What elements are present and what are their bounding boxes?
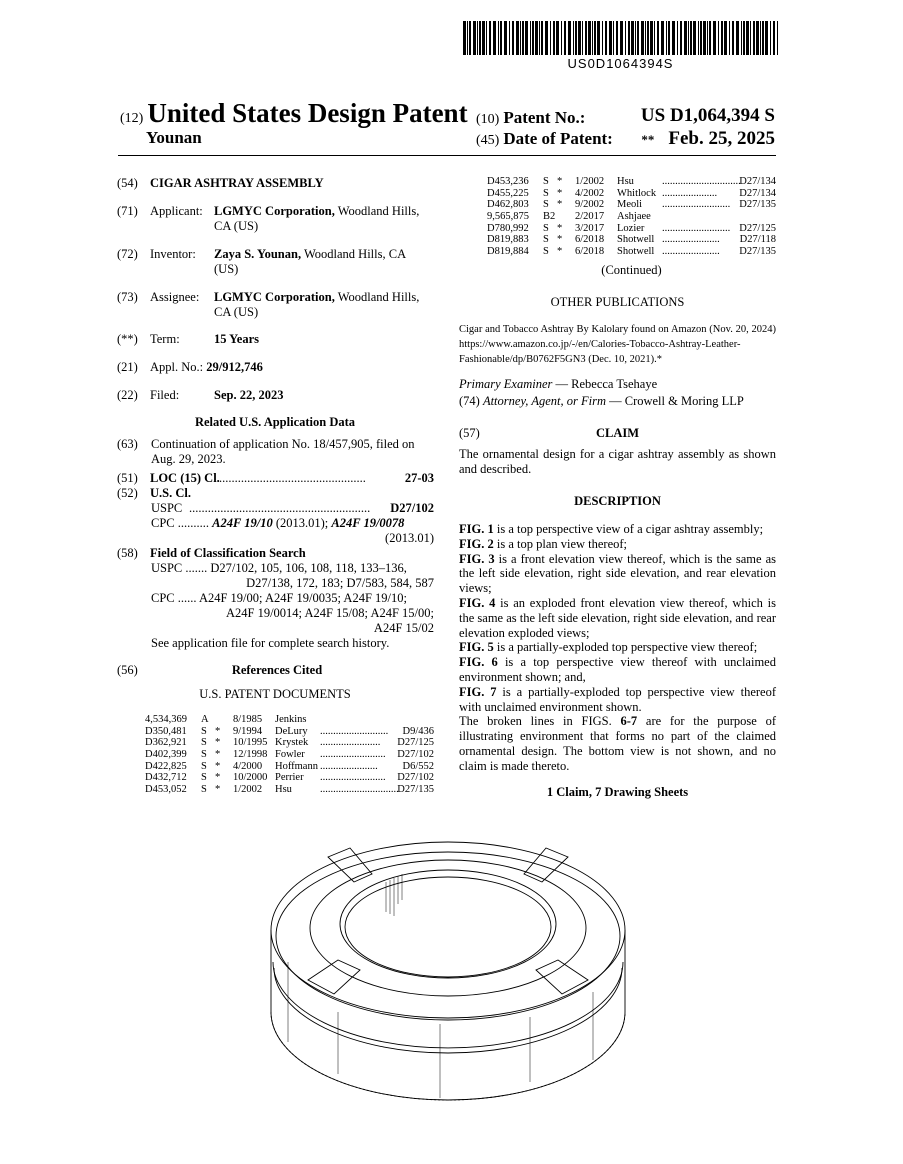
cigar-ashtray-drawing bbox=[268, 812, 628, 1112]
reference-row: D402,399 S * 12/1998 Fowler ......................... D27/102 bbox=[145, 749, 434, 761]
reference-row: D819,884 S * 6/2018 Shotwell ...................... D27/135 bbox=[487, 246, 776, 258]
barcode-number: US0D1064394S bbox=[567, 56, 674, 71]
primary-examiner: Primary Examiner — Rebecca Tsehaye bbox=[459, 377, 658, 391]
description-heading: DESCRIPTION bbox=[574, 494, 661, 508]
cigar-rest-back-right bbox=[524, 848, 568, 882]
reference-row: D350,481 S * 9/1994 DeLury .......................... D9/436 bbox=[145, 725, 434, 737]
inventor-short-name: Younan bbox=[146, 128, 202, 147]
document-type: (12) United States Design Patent bbox=[120, 98, 468, 128]
ashtray-bottom-edge bbox=[271, 1012, 625, 1100]
attorney: (74) Attorney, Agent, or Firm — Crowell & Moring LLP bbox=[459, 394, 744, 408]
figure-description: FIG. 1 is a top perspective view of a cigar ashtray assembly; bbox=[459, 522, 764, 536]
claim-heading: CLAIM bbox=[595, 426, 640, 440]
figure-descriptions bbox=[459, 522, 776, 774]
date-of-patent-label: (45) Date of Patent: bbox=[476, 129, 613, 148]
related-app-heading: Related U.S. Application Data bbox=[194, 415, 356, 429]
reference-row: D453,052 S * 1/2002 Hsu .............................. D27/135 bbox=[145, 784, 434, 796]
patent-number-label: (10) Patent No.: bbox=[476, 108, 586, 127]
figure-description: FIG. 7 is a partially-exploded top perspective view thereof with unclaimed environment shown. bbox=[459, 684, 776, 714]
continued-note: (Continued) bbox=[601, 263, 662, 277]
ashtray-bowl-edge bbox=[340, 870, 556, 978]
ashtray-band-line bbox=[273, 962, 623, 1048]
reference-row: D422,825 S * 4/2000 Hoffmann ...................... D6/552 bbox=[145, 760, 434, 772]
reference-row: D362,921 S * 10/1995 Krystek ....................... D27/125 bbox=[145, 737, 434, 749]
date-of-patent: ** Feb. 25, 2025 bbox=[641, 128, 775, 149]
claim-text: The ornamental design for a cigar ashtray assembly as shown and described. bbox=[459, 447, 776, 476]
left-reference-list bbox=[145, 714, 434, 796]
figure-description: FIG. 6 is a top perspective view thereof with unclaimed environment shown; and, bbox=[459, 655, 776, 684]
other-publication: Cigar and Tobacco Ashtray By Kalolary found on Amazon (Nov. 20, 2024) https://www.amazon.co.jp/-/en/Calories-Tobacco-Ashtray-Leather-Fashionable/dp/B0762F5GN3 (Dec. 10, 2021).* bbox=[459, 324, 776, 365]
figure-description: FIG. 5 is a partially-exploded top perspective view thereof; bbox=[459, 640, 758, 655]
cigar-rest-back-left bbox=[328, 848, 372, 882]
ashtray-bowl-floor bbox=[345, 877, 551, 977]
ashtray-outer-rim bbox=[271, 842, 625, 1018]
us-patent-docs-heading: U.S. PATENT DOCUMENTS bbox=[199, 687, 351, 701]
right-reference-list bbox=[487, 176, 776, 258]
shading-lines bbox=[288, 874, 593, 1098]
reference-row: 4,534,369 A 8/1985 Jenkins bbox=[145, 714, 307, 725]
reference-row: D455,225 S * 4/2002 Whitlock ..................... D27/134 bbox=[487, 187, 776, 199]
barcode bbox=[463, 21, 778, 55]
reference-row: D819,883 S * 6/2018 Shotwell ...................... D27/118 bbox=[487, 234, 776, 246]
ashtray-inner-ring bbox=[310, 860, 586, 996]
header-divider bbox=[118, 155, 776, 156]
reference-row: D780,992 S * 3/2017 Lozier .......................... D27/125 bbox=[487, 222, 776, 234]
ashtray-band-line-2 bbox=[274, 968, 622, 1053]
claims-sheets-count: 1 Claim, 7 Drawing Sheets bbox=[546, 785, 689, 799]
reference-row: D432,712 S * 10/2000 Perrier ......................... D27/102 bbox=[145, 772, 434, 784]
figure-description: FIG. 3 is a front elevation view thereof, which is the same as the left side elevation, right side elevation, and rear elevation views; bbox=[459, 551, 776, 596]
patent-number: US D1,064,394 S bbox=[640, 105, 775, 126]
reference-row: D462,803 S * 9/2002 Meoli .......................... D27/135 bbox=[487, 199, 776, 211]
figure-description: FIG. 2 is a top plan view thereof; bbox=[459, 536, 628, 551]
broken-lines-note: The broken lines in FIGS. 6-7 are for the purpose of illustrating environment that forms no part of the claimed ornamental design. The bottom view is not shown, and no claim is made thereto. bbox=[459, 714, 776, 773]
reference-row: D453,236 S * 1/2002 Hsu .............................. D27/134 bbox=[487, 176, 776, 187]
figure-description: FIG. 4 is an exploded front elevation view thereof, which is the same as the left side elevation, right side elevation, and rear elevation exploded views; bbox=[459, 595, 776, 640]
other-publications-heading: OTHER PUBLICATIONS bbox=[550, 295, 685, 309]
reference-row: 9,565,875 B2 2/2017 Ashjaee bbox=[487, 211, 651, 223]
claim-code: (57) bbox=[459, 426, 480, 440]
